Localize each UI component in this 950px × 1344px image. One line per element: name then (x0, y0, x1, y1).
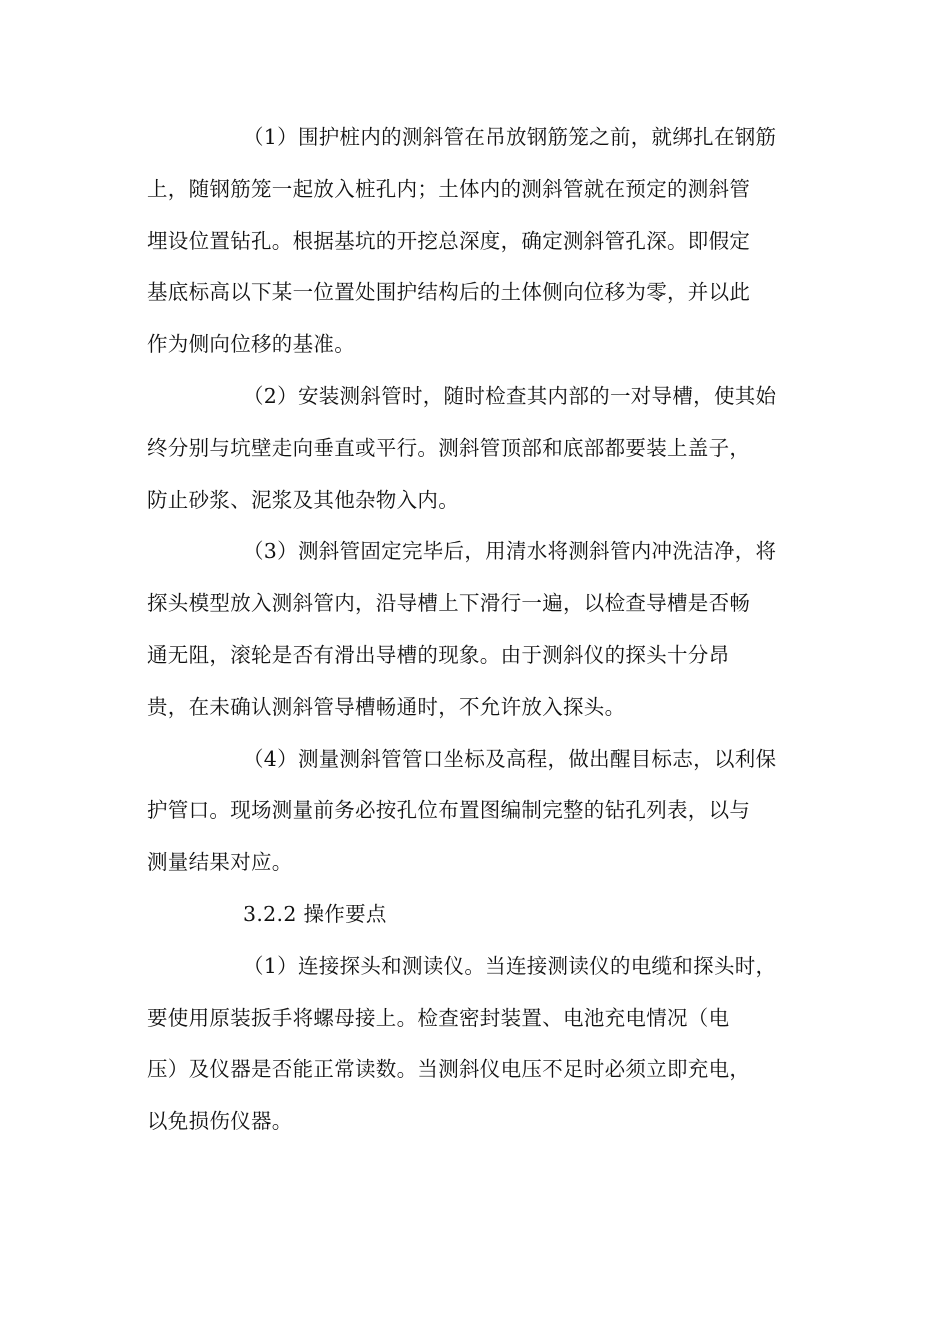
text-line: 要使用原装扳手将螺母接上。检查密封装置、电池充电情况（电 (147, 1005, 730, 1030)
text-line: 探头模型放入测斜管内，沿导槽上下滑行一遍，以检查导槽是否畅 (147, 591, 751, 616)
text-line: （1）连接探头和测读仪。当连接测读仪的电缆和探头时， (243, 953, 777, 978)
text-line: （3）测斜管固定完毕后，用清水将测斜管内冲洗洁净，将 (243, 539, 777, 564)
text-line: （4）测量测斜管管口坐标及高程，做出醒目标志，以利保 (243, 746, 777, 771)
paragraph-1 (147, 112, 807, 371)
text-line: （2）安装测斜管时，随时检查其内部的一对导槽，使其始 (243, 383, 777, 408)
text-line: 测量结果对应。 (147, 850, 293, 875)
text-line: 上，随钢筋笼一起放入桩孔内；土体内的测斜管就在预定的测斜管 (147, 176, 751, 201)
text-line: 作为侧向位移的基准。 (147, 332, 355, 357)
heading-line: 3.2.2 操作要点 (243, 901, 387, 926)
text-line: 护管口。现场测量前务必按孔位布置图编制完整的钻孔列表，以与 (147, 798, 751, 823)
text-line: 贵，在未确认测斜管导槽畅通时，不允许放入探头。 (147, 694, 626, 719)
paragraph-2 (147, 371, 807, 526)
paragraph-5 (147, 941, 807, 1148)
paragraph-4 (147, 734, 807, 889)
paragraph-3 (147, 526, 807, 733)
document-body (147, 112, 807, 1148)
text-line: 基底标高以下某一位置处围护结构后的土体侧向位移为零，并以此 (147, 280, 751, 305)
text-line: 终分别与坑壁走向垂直或平行。测斜管顶部和底部都要装上盖子， (147, 435, 751, 460)
text-line: 压）及仪器是否能正常读数。当测斜仪电压不足时必须立即充电， (147, 1057, 751, 1082)
text-line: 埋设位置钻孔。根据基坑的开挖总深度，确定测斜管孔深。即假定 (147, 228, 751, 253)
section-heading (147, 889, 807, 941)
text-line: （1）围护桩内的测斜管在吊放钢筋笼之前，就绑扎在钢筋 (243, 125, 777, 149)
text-line: 以免损伤仪器。 (147, 1109, 293, 1134)
text-line: 通无阻，滚轮是否有滑出导槽的现象。由于测斜仪的探头十分昂 (147, 642, 730, 667)
text-line: 防止砂浆、泥浆及其他杂物入内。 (147, 487, 459, 512)
